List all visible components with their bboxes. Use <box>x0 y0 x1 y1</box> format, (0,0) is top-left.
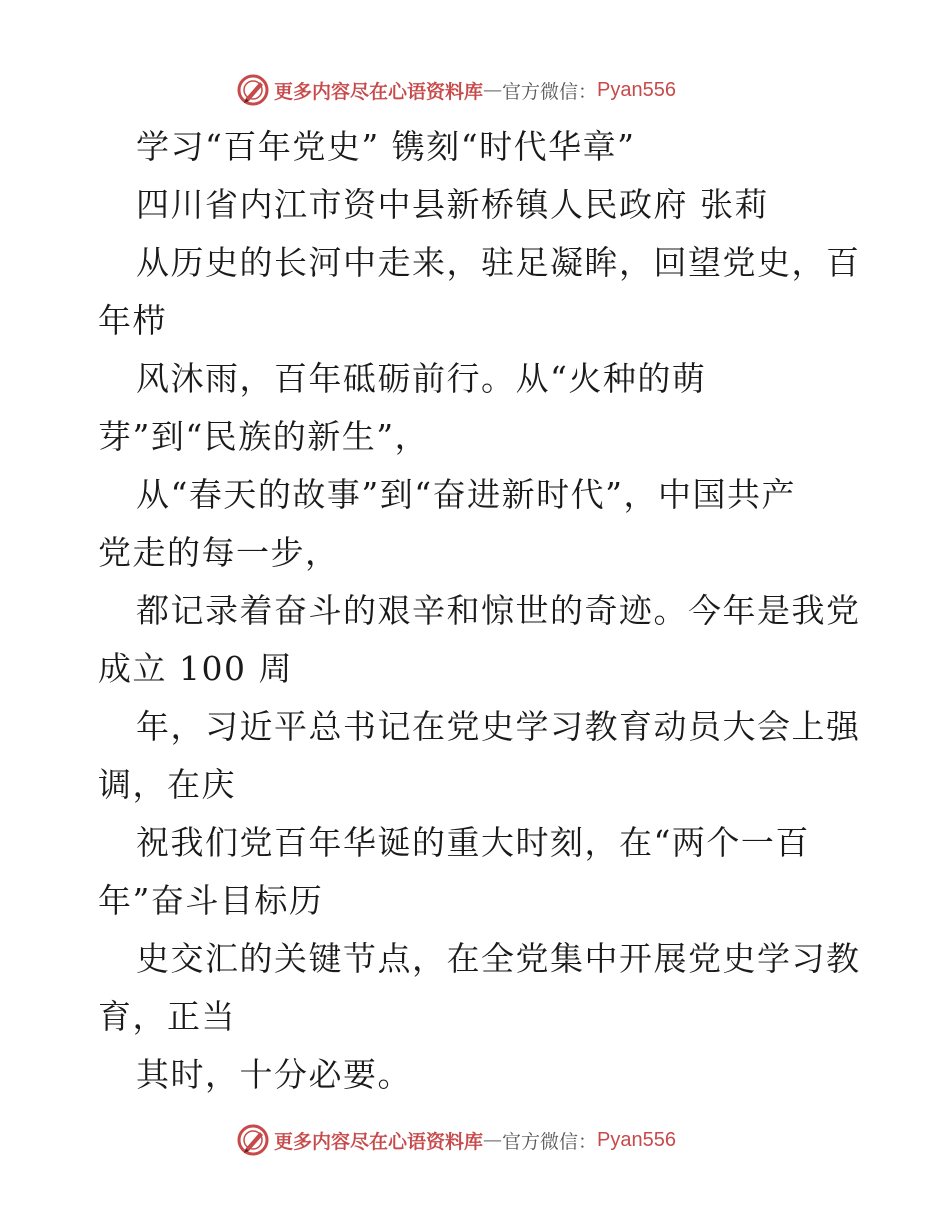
paragraph-line: 都记录着奋斗的艰辛和惊世的奇迹。今年是我党 <box>136 591 861 630</box>
watermark-wechat-id: Pyan556 <box>597 1128 676 1151</box>
paragraph-line: 年”奋斗目标历 <box>98 881 324 920</box>
watermark-sub-text: 官方微信： <box>502 1130 598 1153</box>
watermark-main-text: 更多内容尽在心语资料库 <box>274 80 484 103</box>
paragraph-line: 年，习近平总书记在党史学习教育动员大会上强 <box>136 707 861 746</box>
paragraph-line: 芽”到“民族的新生”， <box>98 417 430 456</box>
footer-watermark <box>236 1122 676 1158</box>
pen-logo-icon <box>236 1123 270 1157</box>
watermark-sub-text: 官方微信： <box>502 80 598 103</box>
paragraph-line: 党走的每一步， <box>98 533 340 572</box>
pen-logo-icon <box>236 73 270 107</box>
watermark-main-text: 更多内容尽在心语资料库 <box>274 1130 484 1153</box>
watermark-separator: — <box>483 1129 503 1151</box>
paragraph-line: 育，正当 <box>98 997 236 1036</box>
paragraph-line: 从“春天的故事”到“奋进新时代”，中国共产 <box>136 475 796 514</box>
paragraph-line: 从历史的长河中走来，驻足凝眸，回望党史，百 <box>136 243 861 282</box>
document-body <box>98 118 861 1104</box>
paragraph-line: 史交汇的关键节点，在全党集中开展党史学习教 <box>136 939 861 978</box>
document-title: 学习“百年党史” 镌刻“时代华章” <box>136 127 636 166</box>
paragraph-line: 祝我们党百年华诞的重大时刻，在“两个一百 <box>136 823 810 862</box>
watermark-wechat-id: Pyan556 <box>597 78 676 101</box>
paragraph-line: 风沐雨，百年砥砺前行。从“火种的萌 <box>136 359 707 398</box>
document-author: 四川省内江市资中县新桥镇人民政府 张莉 <box>136 185 769 224</box>
paragraph-line: 成立 100 周 <box>98 649 293 688</box>
header-watermark <box>236 72 676 108</box>
paragraph-line: 其时，十分必要。 <box>136 1055 412 1094</box>
paragraph-line: 年栉 <box>98 301 167 340</box>
paragraph-line: 调，在庆 <box>98 765 236 804</box>
watermark-separator: — <box>483 79 503 101</box>
